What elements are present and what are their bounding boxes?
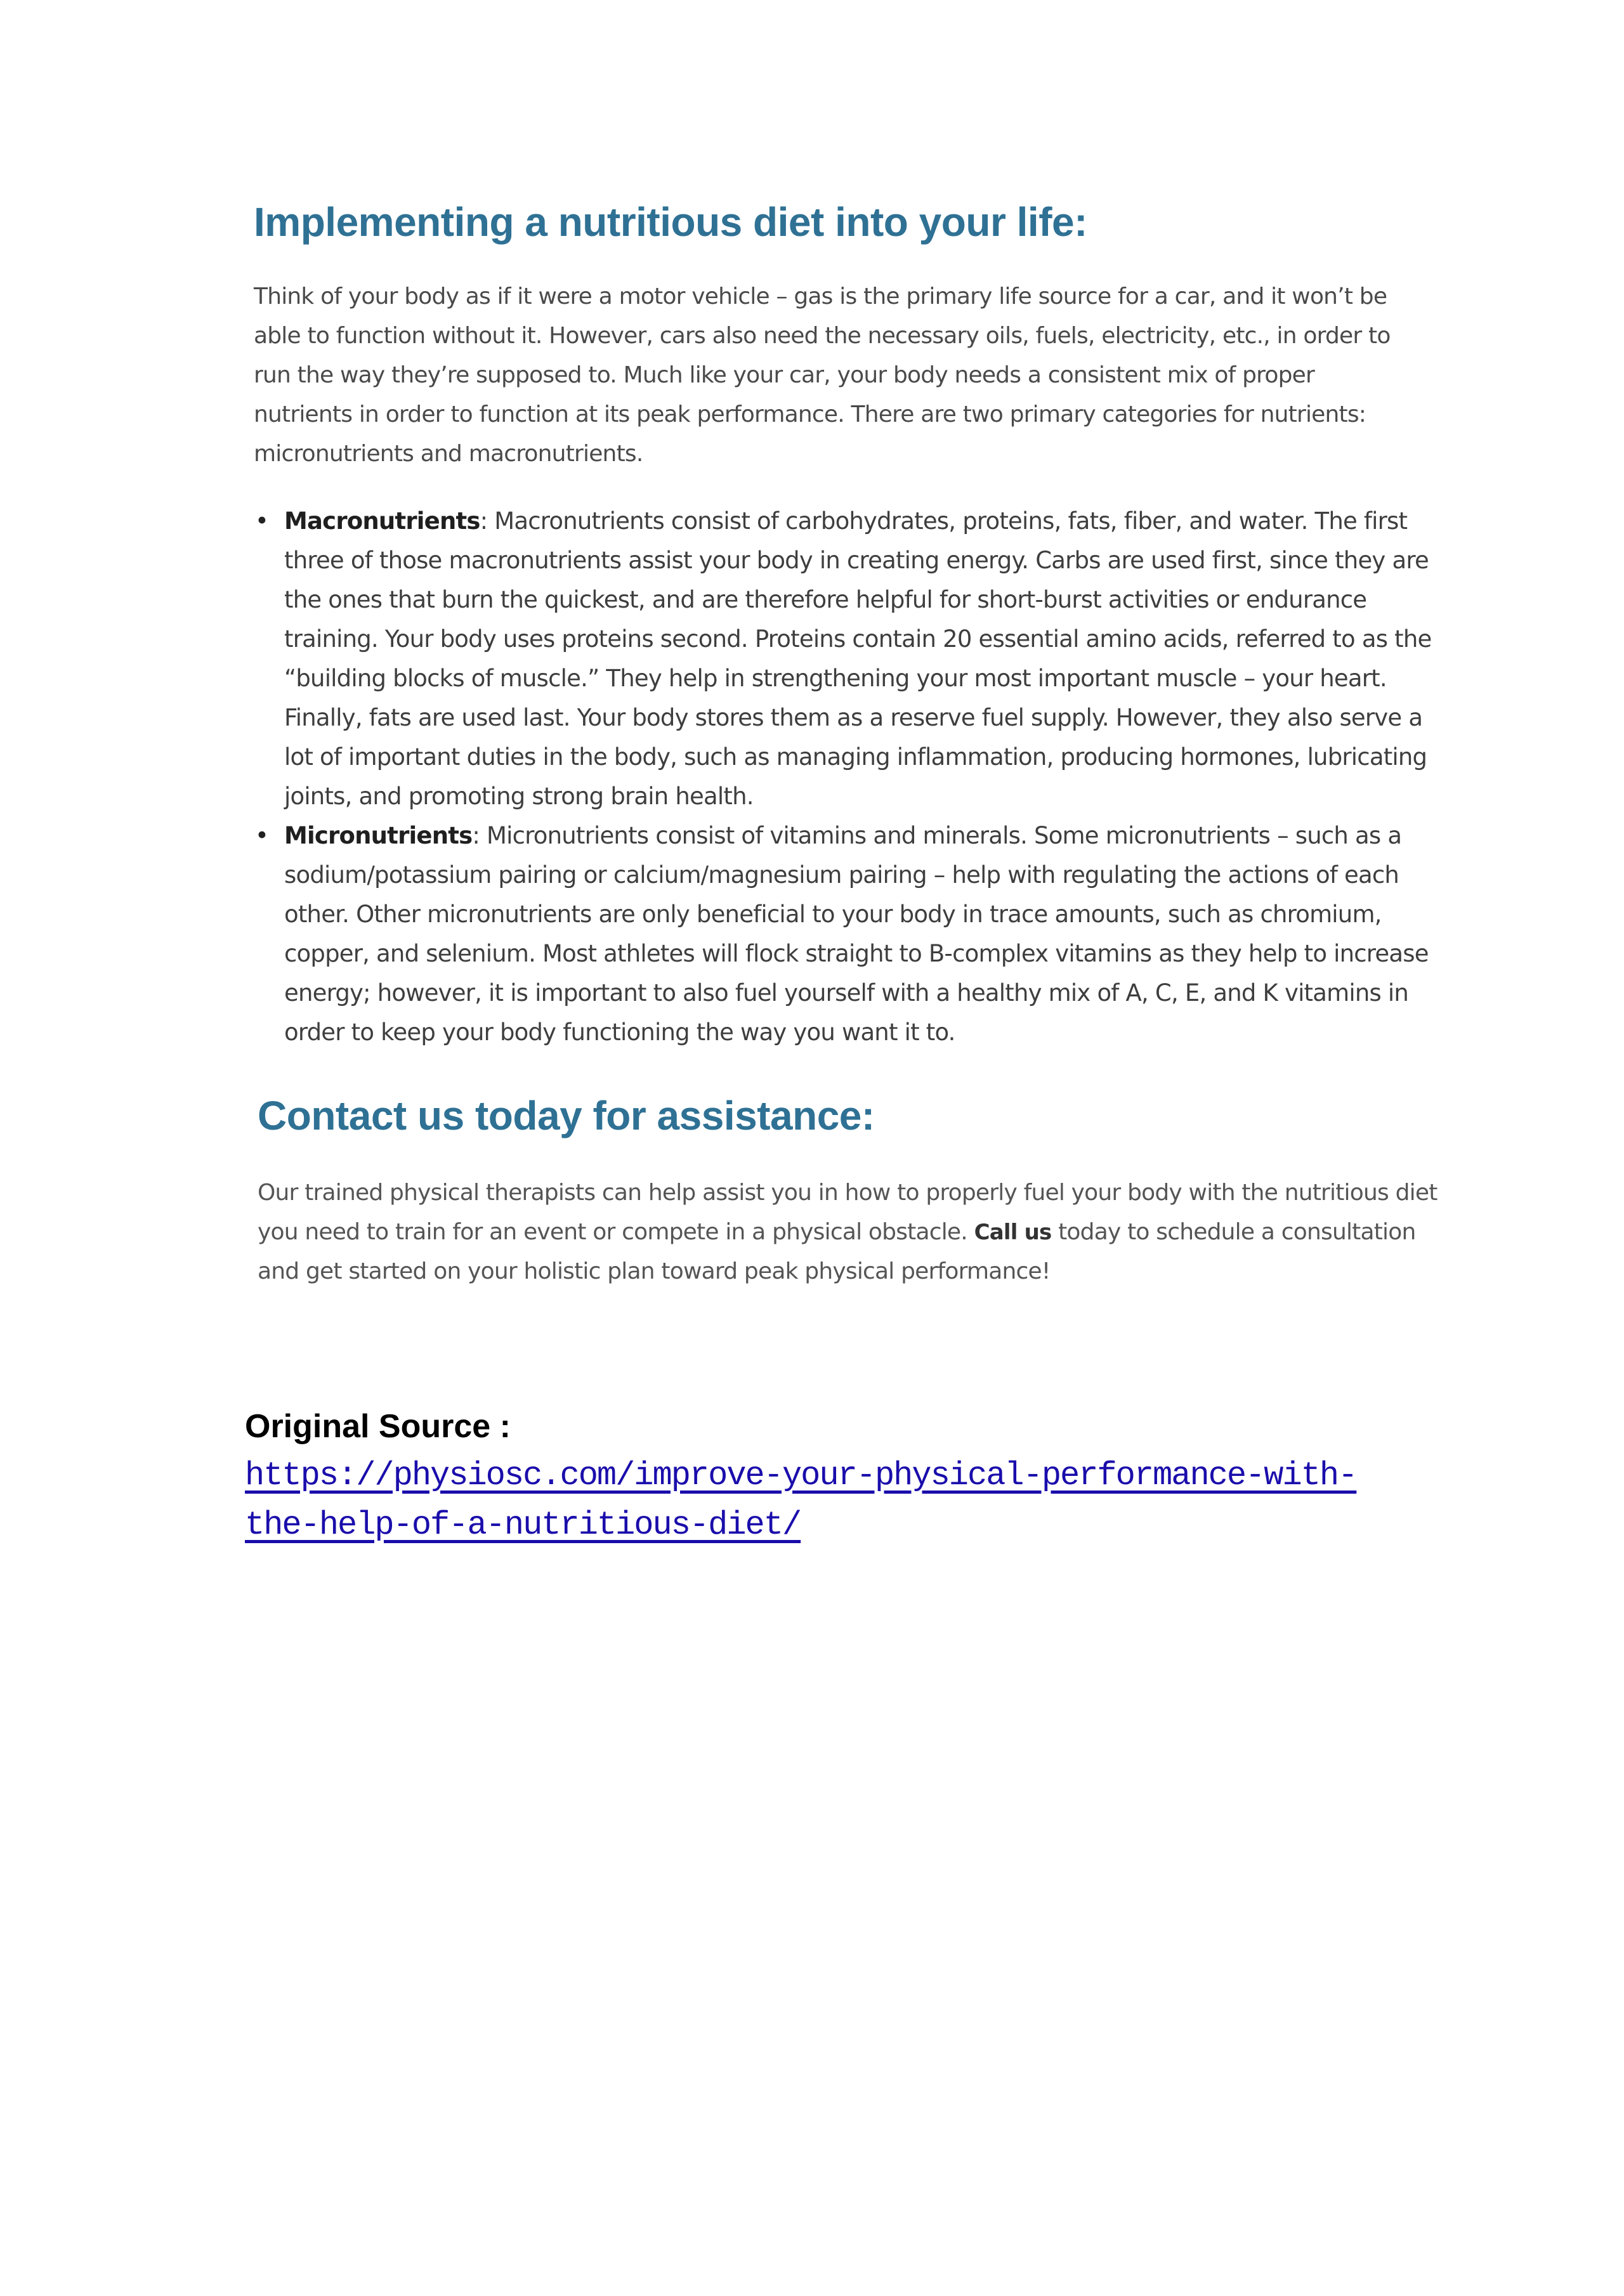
source-url-link[interactable]: https://physiosc.com/improve-your-physical-performance-with-the-help-of-a-nutritious-diet/: [245, 1457, 1357, 1544]
term-micronutrients: Micronutrients: [284, 821, 473, 849]
macronutrients-description: : Macronutrients consist of carbohydrates, proteins, fats, fiber, and water. The first three of those macronutrients assist your body in creating energy. Carbs are used first, since they are the ones that burn the quickest, and are therefore helpful for short-burst activities or endurance training. Your body uses proteins second. Proteins contain 20 essential amino acids, referred to as the “building blocks of muscle.” They help in strengthening your most important muscle – your heart. Finally, fats are used last. Your body stores them as a reserve fuel supply. However, they also serve a lot of important duties in the body, such as managing inflammation, producing hormones, lubricating joints, and promoting strong brain health.: [284, 507, 1432, 810]
bullet-icon: •: [255, 821, 269, 849]
bullet-icon: •: [255, 507, 269, 535]
term-macronutrients: Macronutrients: [284, 507, 480, 535]
section-heading-nutritious-diet: Implementing a nutritious diet into your life:: [254, 199, 1087, 245]
call-us-link[interactable]: Call us: [974, 1219, 1052, 1245]
contact-paragraph: [258, 1173, 1450, 1291]
section-heading-contact: Contact us today for assistance:: [258, 1092, 875, 1138]
source-label: Original Source :: [245, 1408, 511, 1445]
list-item-macronutrients: [255, 502, 1439, 816]
list-item-micronutrients: [255, 816, 1439, 1052]
intro-paragraph: Think of your body as if it were a motor vehicle – gas is the primary life source for a car, and it won’t be able to function without it. However, cars also need the necessary oils, fuels, electricity, etc., in order to run the way they’re supposed to. Much like your car, your body needs a consistent mix of proper nutrients in order to function at its peak performance. There are two primary categories for nutrients: micronutrients and macronutrients.: [254, 283, 1391, 467]
article-content: [254, 190, 1446, 1291]
contact-text-before: Our trained physical therapists can help assist you in how to properly fuel your body with the nutritious diet you need to train for an event or compete in a physical obstacle.: [258, 1179, 1437, 1245]
source-block: [245, 1402, 1450, 1550]
contact-text-after: today to schedule a consultation and get started on your holistic plan toward peak physical performance!: [258, 1218, 1416, 1284]
nutrient-list: [254, 502, 1439, 1052]
micronutrients-description: : Micronutrients consist of vitamins and minerals. Some micronutrients – such as a sodium/potassium pairing or calcium/magnesium pairing – help with regulating the actions of each other. Other micronutrients are only beneficial to your body in trace amounts, such as chromium, copper, and selenium. Most athletes will flock straight to B-complex vitamins as they help to increase energy; however, it is important to also fuel yourself with a healthy mix of A, C, E, and K vitamins in order to keep your body functioning the way you want it to.: [284, 821, 1429, 1046]
